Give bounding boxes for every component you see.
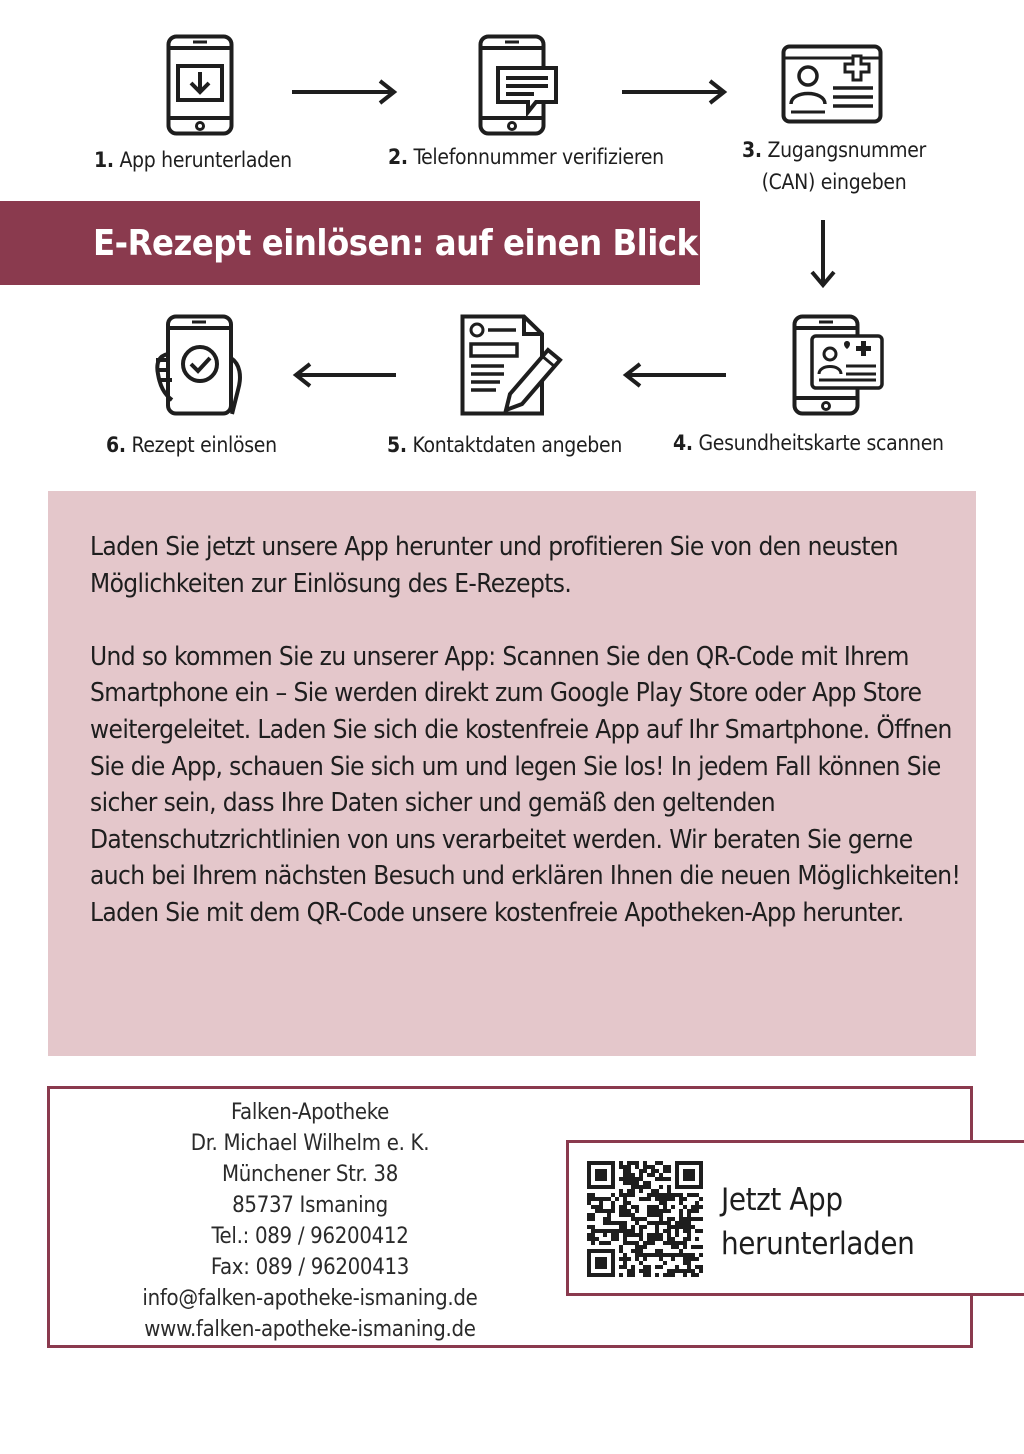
qr-download-box (566, 1140, 1024, 1296)
qr-code-icon[interactable] (587, 1161, 703, 1281)
arrow-right-icon (620, 78, 730, 110)
step-5-label: 5. Kontaktdaten angeben (387, 433, 622, 457)
pharmacy-street: Münchener Str. 38 (221, 1162, 398, 1187)
contact-address (50, 1097, 570, 1345)
id-card-icon (781, 44, 883, 124)
title-banner (0, 201, 700, 285)
page-title: E-Rezept einlösen: auf einen Blick (93, 223, 698, 264)
pharmacy-website: www.falken-apotheke-ismaning.de (144, 1317, 476, 1342)
step-4-label: 4. Gesundheitskarte scannen (673, 431, 944, 455)
pharmacy-city: 85737 Ismaning (232, 1193, 388, 1218)
pharmacy-fax: Fax: 089 / 96200413 (210, 1255, 410, 1280)
step-3-label: 3. Zugangsnummer (CAN) eingeben (742, 138, 927, 194)
qr-caption: Jetzt App herunterladen (721, 1182, 915, 1262)
phone-download-icon (166, 34, 234, 136)
pharmacy-phone: Tel.: 089 / 96200412 (211, 1224, 409, 1249)
arrow-down-icon (808, 218, 838, 294)
info-paragraph-1: Laden Sie jetzt unsere App herunter und profitieren Sie von den neusten Möglichkeiten zur Einlösung des E-Rezepts. (90, 532, 899, 599)
step-1-label: 1. App herunterladen (94, 148, 292, 172)
info-paragraph-2: Und so kommen Sie zu unserer App: Scannen Sie den QR-Code mit Ihrem Smartphone ein – Sie werden direkt zum Google Play Store oder App Store weitergeleitet. Laden Sie sich die kostenfreie App auf Ihr Smartphone. Öffnen Sie die App, schauen Sie sich um und legen Sie los! In jedem Fall können Sie sicher sein, dass Ihre Daten sicher und gemäß den geltenden Datenschutzrichtlinien von uns verarbeitet werden. Wir beraten Sie gerne auch bei Ihrem nächsten Besuch und erklären Ihnen die neuen Möglichkeiten! Laden Sie mit dem QR-Code unsere kostenfreie Apotheken-App herunter. (90, 641, 961, 928)
pharmacy-email: info@falken-apotheke-ismaning.de (142, 1286, 478, 1311)
info-box (48, 491, 976, 1056)
hand-phone-check-icon (152, 314, 246, 416)
form-pen-icon (460, 314, 564, 416)
phone-message-icon (478, 34, 560, 136)
step-2-label: 2. Telefonnummer verifizieren (388, 145, 664, 169)
phone-card-scan-icon (792, 314, 886, 416)
arrow-left-icon (290, 361, 400, 393)
step-6-label: 6. Rezept einlösen (106, 433, 277, 457)
arrow-left-icon (620, 361, 730, 393)
info-text (90, 529, 970, 968)
arrow-right-icon (290, 78, 400, 110)
pharmacy-name: Falken-Apotheke (230, 1100, 390, 1125)
pharmacy-owner: Dr. Michael Wilhelm e. K. (190, 1131, 430, 1156)
